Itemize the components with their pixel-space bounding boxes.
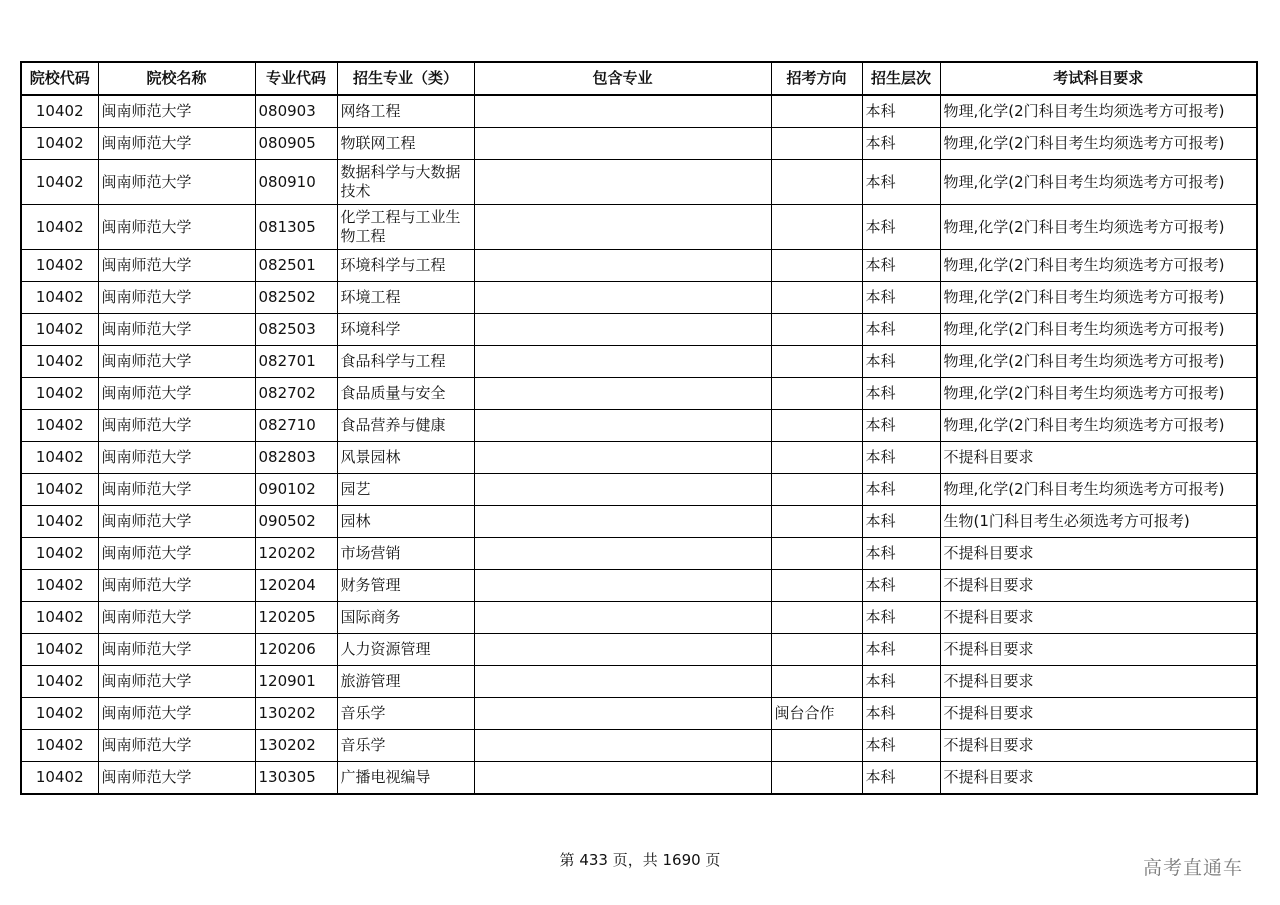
cell-school-name: 闽南师范大学 — [98, 282, 255, 314]
cell-direction — [771, 282, 862, 314]
cell-level: 本科 — [862, 205, 940, 250]
cell-school-name: 闽南师范大学 — [98, 634, 255, 666]
cell-major-code: 090102 — [255, 474, 337, 506]
cell-major: 园艺 — [337, 474, 474, 506]
table-row — [21, 474, 1257, 506]
cell-major-code: 120205 — [255, 602, 337, 634]
table-row — [21, 442, 1257, 474]
table-row — [21, 314, 1257, 346]
cell-school-code: 10402 — [21, 128, 98, 160]
cell-requirement: 不提科目要求 — [940, 538, 1257, 570]
table-row — [21, 570, 1257, 602]
cell-major: 国际商务 — [337, 602, 474, 634]
cell-school-code: 10402 — [21, 205, 98, 250]
cell-school-code: 10402 — [21, 160, 98, 205]
table-row — [21, 250, 1257, 282]
cell-level: 本科 — [862, 160, 940, 205]
cell-direction — [771, 570, 862, 602]
cell-direction — [771, 730, 862, 762]
table-row — [21, 128, 1257, 160]
table-row — [21, 282, 1257, 314]
table-row — [21, 506, 1257, 538]
cell-included-majors — [474, 730, 771, 762]
table-header-row — [21, 62, 1257, 95]
cell-school-name: 闽南师范大学 — [98, 160, 255, 205]
header-direction: 招考方向 — [771, 62, 862, 95]
cell-school-code: 10402 — [21, 474, 98, 506]
cell-major-code: 090502 — [255, 506, 337, 538]
cell-major: 数据科学与大数据技术 — [337, 160, 474, 205]
cell-major-code: 080910 — [255, 160, 337, 205]
cell-school-code: 10402 — [21, 314, 98, 346]
cell-major: 环境科学与工程 — [337, 250, 474, 282]
cell-included-majors — [474, 634, 771, 666]
cell-school-name: 闽南师范大学 — [98, 762, 255, 795]
cell-requirement: 物理,化学(2门科目考生均须选考方可报考) — [940, 95, 1257, 128]
header-school-code: 院校代码 — [21, 62, 98, 95]
cell-level: 本科 — [862, 128, 940, 160]
cell-included-majors — [474, 205, 771, 250]
cell-major: 财务管理 — [337, 570, 474, 602]
cell-included-majors — [474, 698, 771, 730]
cell-included-majors — [474, 314, 771, 346]
cell-direction — [771, 410, 862, 442]
cell-major-code: 080905 — [255, 128, 337, 160]
cell-major: 音乐学 — [337, 698, 474, 730]
cell-requirement: 物理,化学(2门科目考生均须选考方可报考) — [940, 160, 1257, 205]
cell-direction — [771, 602, 862, 634]
table-row — [21, 666, 1257, 698]
cell-requirement: 物理,化学(2门科目考生均须选考方可报考) — [940, 250, 1257, 282]
cell-school-name: 闽南师范大学 — [98, 250, 255, 282]
cell-major: 市场营销 — [337, 538, 474, 570]
cell-direction — [771, 128, 862, 160]
cell-direction — [771, 634, 862, 666]
cell-requirement: 不提科目要求 — [940, 442, 1257, 474]
watermark-text: 高考直通车 — [1143, 857, 1244, 879]
cell-major-code: 082710 — [255, 410, 337, 442]
cell-included-majors — [474, 442, 771, 474]
cell-included-majors — [474, 410, 771, 442]
cell-direction — [771, 346, 862, 378]
cell-school-name: 闽南师范大学 — [98, 538, 255, 570]
cell-direction — [771, 205, 862, 250]
cell-included-majors — [474, 95, 771, 128]
header-included-majors: 包含专业 — [474, 62, 771, 95]
cell-school-name: 闽南师范大学 — [98, 205, 255, 250]
cell-direction — [771, 378, 862, 410]
cell-level: 本科 — [862, 506, 940, 538]
cell-direction: 闽台合作 — [771, 698, 862, 730]
cell-school-name: 闽南师范大学 — [98, 474, 255, 506]
cell-school-code: 10402 — [21, 410, 98, 442]
cell-school-code: 10402 — [21, 346, 98, 378]
cell-included-majors — [474, 666, 771, 698]
cell-level: 本科 — [862, 282, 940, 314]
cell-level: 本科 — [862, 730, 940, 762]
table-row — [21, 762, 1257, 795]
cell-major-code: 082503 — [255, 314, 337, 346]
cell-level: 本科 — [862, 538, 940, 570]
cell-school-name: 闽南师范大学 — [98, 602, 255, 634]
cell-level: 本科 — [862, 442, 940, 474]
cell-major-code: 082501 — [255, 250, 337, 282]
cell-level: 本科 — [862, 602, 940, 634]
cell-major-code: 120901 — [255, 666, 337, 698]
cell-level: 本科 — [862, 410, 940, 442]
cell-major-code: 082702 — [255, 378, 337, 410]
cell-requirement: 物理,化学(2门科目考生均须选考方可报考) — [940, 474, 1257, 506]
table-row — [21, 410, 1257, 442]
cell-school-name: 闽南师范大学 — [98, 95, 255, 128]
cell-school-name: 闽南师范大学 — [98, 506, 255, 538]
cell-requirement: 生物(1门科目考生必须选考方可报考) — [940, 506, 1257, 538]
cell-direction — [771, 538, 862, 570]
cell-major: 网络工程 — [337, 95, 474, 128]
cell-direction — [771, 160, 862, 205]
cell-level: 本科 — [862, 250, 940, 282]
cell-included-majors — [474, 250, 771, 282]
cell-requirement: 不提科目要求 — [940, 634, 1257, 666]
cell-level: 本科 — [862, 346, 940, 378]
table-row — [21, 378, 1257, 410]
cell-school-code: 10402 — [21, 570, 98, 602]
table-row — [21, 205, 1257, 250]
cell-included-majors — [474, 570, 771, 602]
cell-requirement: 物理,化学(2门科目考生均须选考方可报考) — [940, 314, 1257, 346]
cell-school-name: 闽南师范大学 — [98, 730, 255, 762]
admission-table — [20, 61, 1258, 795]
cell-included-majors — [474, 378, 771, 410]
cell-requirement: 不提科目要求 — [940, 698, 1257, 730]
cell-level: 本科 — [862, 666, 940, 698]
cell-school-code: 10402 — [21, 698, 98, 730]
table-row — [21, 698, 1257, 730]
cell-included-majors — [474, 282, 771, 314]
header-major: 招生专业（类） — [337, 62, 474, 95]
cell-direction — [771, 95, 862, 128]
cell-major: 广播电视编导 — [337, 762, 474, 795]
cell-level: 本科 — [862, 698, 940, 730]
cell-included-majors — [474, 762, 771, 795]
header-requirement: 考试科目要求 — [940, 62, 1257, 95]
cell-school-name: 闽南师范大学 — [98, 346, 255, 378]
cell-major-code: 080903 — [255, 95, 337, 128]
cell-major-code: 130305 — [255, 762, 337, 795]
cell-school-code: 10402 — [21, 442, 98, 474]
cell-direction — [771, 442, 862, 474]
cell-requirement: 不提科目要求 — [940, 762, 1257, 795]
cell-direction — [771, 762, 862, 795]
cell-level: 本科 — [862, 95, 940, 128]
cell-school-code: 10402 — [21, 666, 98, 698]
cell-requirement: 物理,化学(2门科目考生均须选考方可报考) — [940, 282, 1257, 314]
page-number: 第 433 页，共 1690 页 — [559, 851, 721, 869]
cell-major-code: 082803 — [255, 442, 337, 474]
cell-included-majors — [474, 160, 771, 205]
cell-major: 人力资源管理 — [337, 634, 474, 666]
table-row — [21, 538, 1257, 570]
cell-level: 本科 — [862, 570, 940, 602]
cell-included-majors — [474, 128, 771, 160]
cell-major-code: 130202 — [255, 730, 337, 762]
cell-school-name: 闽南师范大学 — [98, 570, 255, 602]
cell-included-majors — [474, 538, 771, 570]
cell-school-code: 10402 — [21, 506, 98, 538]
cell-school-code: 10402 — [21, 634, 98, 666]
cell-school-name: 闽南师范大学 — [98, 128, 255, 160]
cell-major: 园林 — [337, 506, 474, 538]
cell-major: 旅游管理 — [337, 666, 474, 698]
cell-requirement: 物理,化学(2门科目考生均须选考方可报考) — [940, 378, 1257, 410]
cell-level: 本科 — [862, 314, 940, 346]
table-row — [21, 634, 1257, 666]
cell-included-majors — [474, 474, 771, 506]
cell-school-code: 10402 — [21, 538, 98, 570]
header-level: 招生层次 — [862, 62, 940, 95]
cell-school-name: 闽南师范大学 — [98, 314, 255, 346]
table-row — [21, 95, 1257, 128]
cell-included-majors — [474, 506, 771, 538]
cell-requirement: 物理,化学(2门科目考生均须选考方可报考) — [940, 128, 1257, 160]
cell-major: 化学工程与工业生物工程 — [337, 205, 474, 250]
cell-major-code: 130202 — [255, 698, 337, 730]
header-major-code: 专业代码 — [255, 62, 337, 95]
cell-requirement: 物理,化学(2门科目考生均须选考方可报考) — [940, 346, 1257, 378]
cell-major: 环境工程 — [337, 282, 474, 314]
table-row — [21, 160, 1257, 205]
cell-school-name: 闽南师范大学 — [98, 442, 255, 474]
cell-direction — [771, 666, 862, 698]
cell-major: 物联网工程 — [337, 128, 474, 160]
cell-school-name: 闽南师范大学 — [98, 666, 255, 698]
cell-requirement: 不提科目要求 — [940, 602, 1257, 634]
cell-school-name: 闽南师范大学 — [98, 410, 255, 442]
table-row — [21, 730, 1257, 762]
cell-direction — [771, 314, 862, 346]
table-row — [21, 602, 1257, 634]
table-row — [21, 346, 1257, 378]
cell-school-name: 闽南师范大学 — [98, 698, 255, 730]
cell-requirement: 不提科目要求 — [940, 666, 1257, 698]
cell-requirement: 不提科目要求 — [940, 730, 1257, 762]
cell-requirement: 不提科目要求 — [940, 570, 1257, 602]
cell-direction — [771, 506, 862, 538]
cell-included-majors — [474, 346, 771, 378]
cell-direction — [771, 474, 862, 506]
cell-level: 本科 — [862, 634, 940, 666]
cell-level: 本科 — [862, 762, 940, 795]
cell-major-code: 082502 — [255, 282, 337, 314]
cell-major: 音乐学 — [337, 730, 474, 762]
table-body — [21, 95, 1257, 794]
cell-major-code: 081305 — [255, 205, 337, 250]
cell-requirement: 物理,化学(2门科目考生均须选考方可报考) — [940, 410, 1257, 442]
cell-major-code: 120206 — [255, 634, 337, 666]
cell-major-code: 082701 — [255, 346, 337, 378]
cell-direction — [771, 250, 862, 282]
cell-school-code: 10402 — [21, 730, 98, 762]
cell-school-code: 10402 — [21, 762, 98, 795]
cell-major: 食品营养与健康 — [337, 410, 474, 442]
cell-school-code: 10402 — [21, 602, 98, 634]
cell-school-code: 10402 — [21, 250, 98, 282]
cell-major: 环境科学 — [337, 314, 474, 346]
cell-school-code: 10402 — [21, 95, 98, 128]
cell-major: 风景园林 — [337, 442, 474, 474]
cell-major-code: 120202 — [255, 538, 337, 570]
cell-level: 本科 — [862, 474, 940, 506]
cell-school-code: 10402 — [21, 378, 98, 410]
cell-school-name: 闽南师范大学 — [98, 378, 255, 410]
cell-included-majors — [474, 602, 771, 634]
cell-level: 本科 — [862, 378, 940, 410]
header-school-name: 院校名称 — [98, 62, 255, 95]
cell-major: 食品科学与工程 — [337, 346, 474, 378]
cell-major-code: 120204 — [255, 570, 337, 602]
cell-school-code: 10402 — [21, 282, 98, 314]
cell-major: 食品质量与安全 — [337, 378, 474, 410]
cell-requirement: 物理,化学(2门科目考生均须选考方可报考) — [940, 205, 1257, 250]
